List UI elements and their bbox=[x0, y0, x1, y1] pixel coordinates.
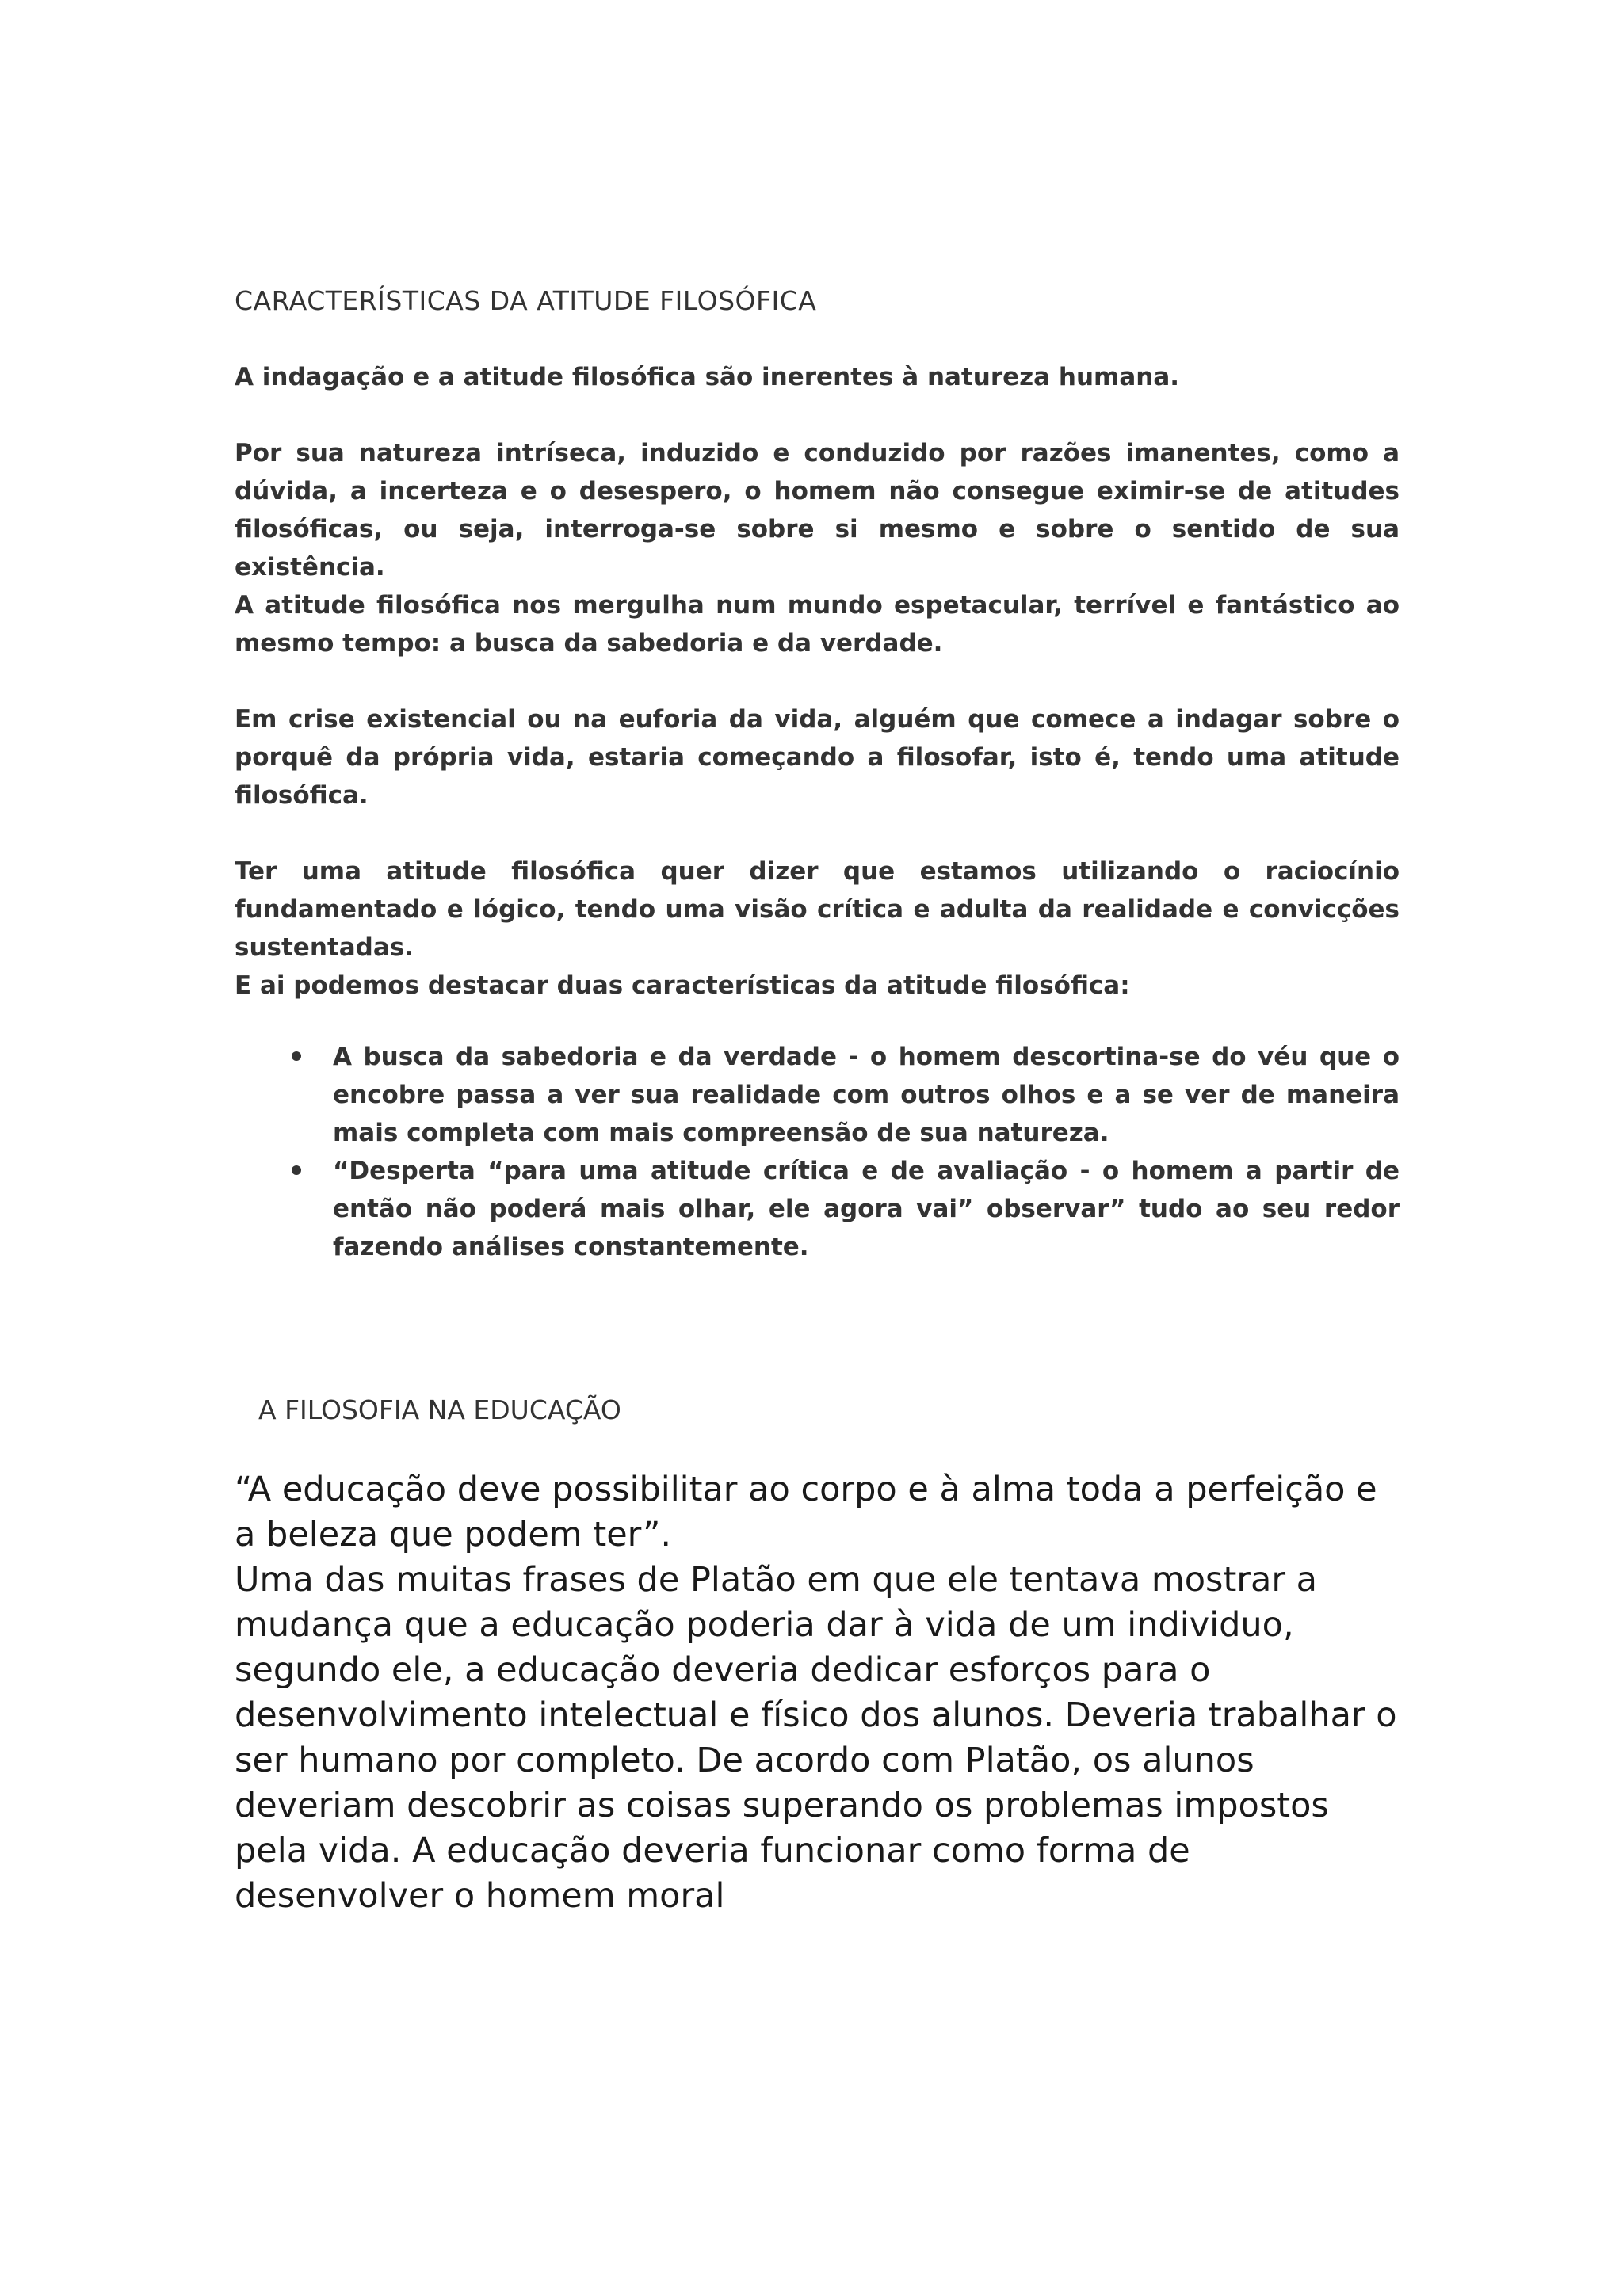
paragraph-nature: Por sua natureza intríseca, induzido e conduzido por razões imanentes, como a dúvida, a incerteza e o desespero, o homem não consegue eximir-se de atitudes filosóficas, ou seja, interroga-se sobre si mesmo e sobre o sentido de sua existência. bbox=[235, 439, 1400, 582]
list-item bbox=[235, 1152, 1400, 1266]
characteristics-list bbox=[235, 1038, 1400, 1266]
page-title: CARACTERÍSTICAS DA ATITUDE FILOSÓFICA bbox=[235, 285, 817, 316]
list-item bbox=[235, 1038, 1400, 1152]
bullet-icon bbox=[292, 1165, 301, 1175]
paragraph-reasoning: Ter uma atitude filosófica quer dizer que estamos utilizando o raciocínio fundamentado e lógico, tendo uma visão crítica e adulta da realidade e convicções sustentadas. bbox=[235, 857, 1400, 962]
paragraph-attitude: A atitude filosófica nos mergulha num mundo espetacular, terrível e fantástico ao mesmo tempo: a busca da sabedoria e da verdade. bbox=[235, 591, 1400, 658]
education-text bbox=[235, 1467, 1407, 1919]
plato-quote: “A educação deve possibilitar ao corpo e à alma toda a perfeição e a beleza que podem ter”. bbox=[235, 1470, 1377, 1554]
list-item-text: A busca da sabedoria e da verdade - o homem descortina-se do véu que o encobre passa a ver sua realidade com outros olhos e a se ver de maneira mais completa com mais compreensão de sua natureza. bbox=[333, 1043, 1400, 1147]
paragraph-characteristics: E ai podemos destacar duas características da atitude filosófica: bbox=[235, 971, 1130, 1000]
bullet-icon bbox=[292, 1051, 301, 1061]
list-item-text: “Desperta “para uma atitude crítica e de avaliação - o homem a partir de então não poderá mais olhar, ele agora vai” observar” tudo ao seu redor fazendo análises constantemente. bbox=[333, 1157, 1400, 1261]
paragraph-crisis: Em crise existencial ou na euforia da vida, alguém que comece a indagar sobre o porquê da própria vida, estaria começando a filosofar, isto é, tendo uma atitude filosófica. bbox=[235, 705, 1400, 810]
section-title: A FILOSOFIA NA EDUCAÇÃO bbox=[258, 1394, 621, 1425]
paragraph-intro: A indagação e a atitude filosófica são inerentes à natureza humana. bbox=[235, 363, 1180, 391]
body-paragraph: Uma das muitas frases de Platão em que ele tentava mostrar a mudança que a educação poderia dar à vida de um individuo, segundo ele, a educação deveria dedicar esforços para o desenvolvimento intelectual e físico dos alunos. Deveria trabalhar o ser humano por completo. De acordo com Platão, os alunos deveriam descobrir as coisas superando os problemas impostos pela vida. A educação deveria funcionar como forma de desenvolver o homem moral bbox=[235, 1560, 1397, 1916]
